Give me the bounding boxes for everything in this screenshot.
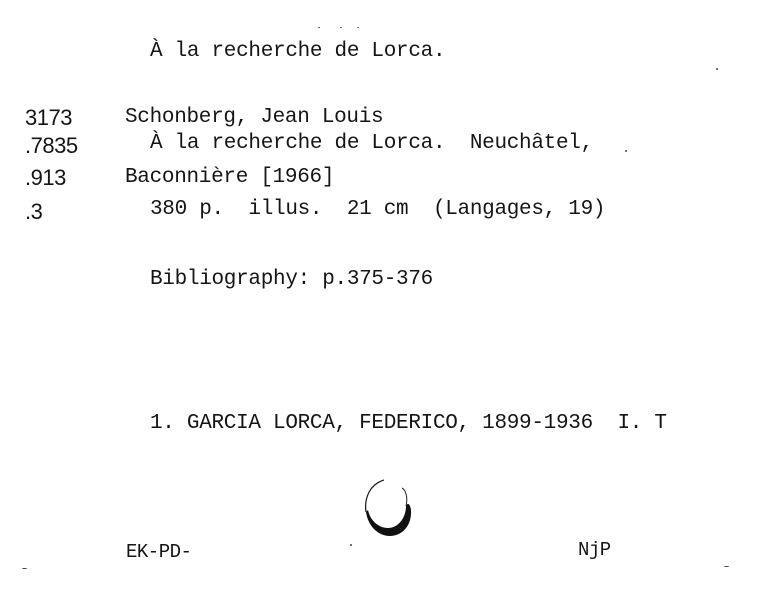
speck	[625, 150, 627, 152]
call-number-line-4: .3	[25, 199, 43, 224]
speck	[357, 27, 359, 28]
collation-line: 380 p. illus. 21 cm (Langages, 19)	[150, 198, 606, 221]
bibliography-note: Bibliography: p.375-376	[150, 268, 433, 291]
speck	[22, 568, 27, 569]
speck	[318, 27, 320, 28]
punch-hole-mark	[362, 476, 414, 538]
heading-title: À la recherche de Lorca.	[150, 40, 446, 63]
publisher-line: Baconnière [1966]	[125, 166, 335, 189]
speck	[350, 544, 352, 546]
call-number-line-3: .913	[25, 165, 66, 190]
footer-right-mark: NjP	[578, 539, 611, 561]
speck	[340, 27, 342, 28]
call-number-line-1: 3173	[25, 105, 72, 130]
speck	[724, 566, 729, 567]
call-number-line-2: .7835	[25, 133, 78, 158]
title-imprint-line: À la recherche de Lorca. Neuchâtel,	[150, 132, 593, 155]
footer-left-mark: EK-PD-	[126, 541, 192, 563]
main-entry-author: Schonberg, Jean Louis	[125, 106, 384, 129]
speck	[716, 68, 718, 70]
subject-tracing: 1. GARCIA LORCA, FEDERICO, 1899-1936 I. T	[150, 412, 667, 435]
